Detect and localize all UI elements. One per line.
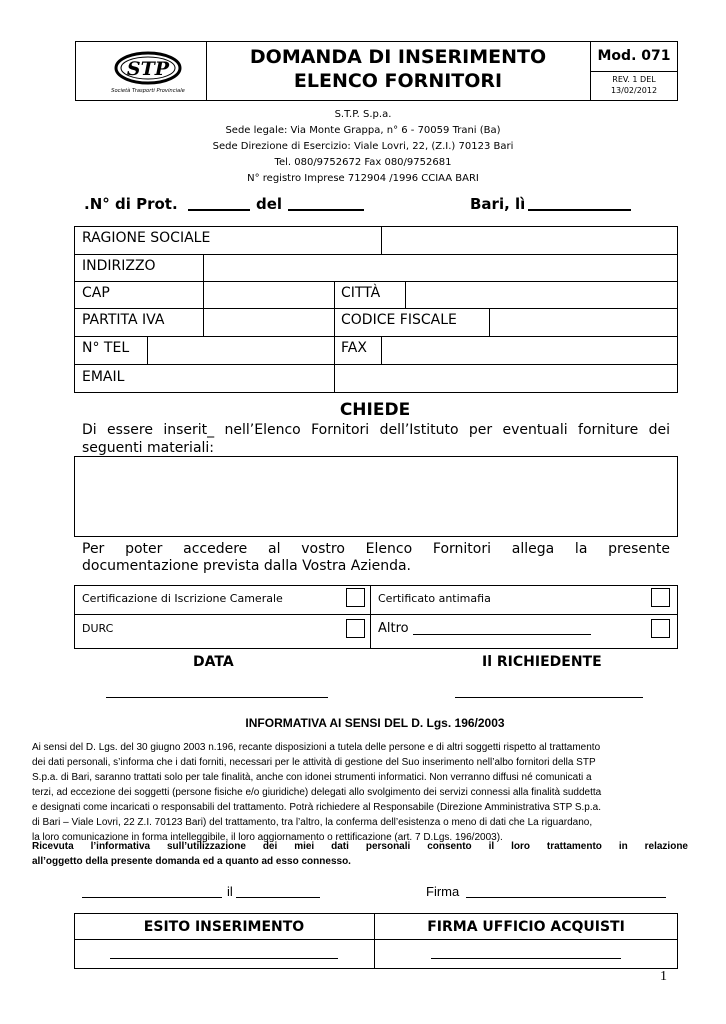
mod-number: Mod. 071 [597, 48, 671, 64]
firma-label: Firma [426, 884, 460, 899]
request-text-line2: seguenti materiali: [82, 440, 215, 456]
checkbox-durc[interactable] [346, 619, 365, 638]
ragione-sociale-label: RAGIONE SOCIALE [82, 230, 211, 246]
place-date-label: Bari, lì [470, 195, 526, 213]
doc-label-antimafia: Certificato antimafia [378, 592, 491, 605]
form-title-line2: ELENCO FORNITORI [293, 70, 503, 92]
request-text-line1: Di essere inserit_ nell’Elenco Fornitori dell’Istituto per eventuali forniture dei [82, 422, 670, 438]
place-field[interactable] [82, 897, 222, 898]
date-signature-line[interactable] [106, 697, 328, 698]
cap-label: CAP [82, 285, 110, 301]
row-divider [74, 939, 678, 940]
indirizzo-label: INDIRIZZO [82, 258, 156, 274]
partita-iva-label: PARTITA IVA [82, 312, 165, 328]
documentation-text-line1: Per poter accedere al vostro Elenco Fornitori allega la presente [82, 541, 670, 557]
tel-field[interactable] [148, 337, 333, 363]
doc-label-altro: Altro [378, 621, 409, 636]
codice-fiscale-field[interactable] [490, 309, 677, 335]
requester-signature-line[interactable] [455, 697, 643, 698]
consent-text-line2: all’oggetto della presente domanda ed a quanto ad esso connesso. [32, 856, 351, 867]
privacy-line: dei dati personali, s’informa che i dati forniti, necessari per le attività di gestione del Suo inserimento nell’albo fornitori della STP [32, 757, 596, 768]
citta-field[interactable] [406, 282, 677, 307]
privacy-title: INFORMATIVA AI SENSI DEL D. Lgs. 196/2003 [245, 716, 505, 730]
checkbox-antimafia[interactable] [651, 588, 670, 607]
email-label: EMAIL [82, 369, 125, 385]
materials-textarea[interactable] [74, 456, 678, 537]
protocol-date-field[interactable] [288, 209, 364, 211]
privacy-line: la loro comunicazione in forma intelleggibile, il loro aggiornamento o rettificazione (art. 7 D.Lgs. 196/2003). [32, 832, 503, 843]
privacy-body [32, 740, 692, 845]
doc-label-durc: DURC [82, 622, 114, 635]
company-name: S.T.P. S.p.a. [334, 109, 392, 120]
firma-field[interactable] [466, 897, 666, 898]
form-title-line1: DOMANDA DI INSERIMENTO [249, 46, 547, 68]
esito-label: ESITO INSERIMENTO [143, 919, 305, 935]
ragione-sociale-field[interactable] [382, 227, 677, 253]
date-label: DATA [193, 654, 234, 670]
protocol-date-label: del [256, 195, 283, 213]
company-registry: N° registro Imprese 712904 /1996 CCIAA BARI [247, 173, 479, 184]
codice-fiscale-label: CODICE FISCALE [341, 312, 457, 328]
chiede-heading: CHIEDE [339, 400, 411, 420]
acquisti-label: FIRMA UFFICIO ACQUISTI [427, 919, 625, 935]
privacy-line: Ai sensi del D. Lgs. del 30 giugno 2003 n.196, recante disposizioni a tutela delle persone e di altri soggetti rispetto al trattamento [32, 742, 601, 753]
company-legal-seat: Sede legale: Via Monte Grappa, n° 6 - 70059 Trani (Ba) [225, 125, 501, 136]
logo-text: STP [126, 58, 170, 80]
privacy-line: terzi, ad eccezione dei soggetti (persone fisiche e/o giuridiche) delegati allo svolgimento dei servizi connessi alla finalità suddetta [32, 787, 602, 798]
altro-field[interactable] [413, 634, 591, 635]
partita-iva-field[interactable] [204, 309, 333, 335]
doc-label-camerale: Certificazione di Iscrizione Camerale [82, 592, 283, 605]
privacy-line: e designati come incaricati o responsabili del trattamento. Potrà richiedere al Responsabile (Direzione Amministrativa STP S.p.a. [32, 802, 601, 813]
documentation-text-line2: documentazione prevista dalla Vostra Azienda. [82, 558, 412, 574]
email-field[interactable] [335, 365, 677, 392]
revision-date: 13/02/2012 [610, 86, 658, 95]
logo-subtitle: Società Trasporti Provinciale [111, 88, 185, 94]
place-date-field[interactable] [528, 209, 631, 211]
protocol-number-label: .N° di Prot. [84, 195, 178, 213]
page-number: 1 [660, 969, 667, 984]
header-mod-divider [590, 71, 678, 72]
privacy-line: di Bari – Viale Lovri, 22 Z.I. 70123 Bari) del trattamento, tra l’altro, la conferma dell’esistenza o meno di dati che La riguardano, [32, 817, 593, 828]
company-direction-seat: Sede Direzione di Esercizio: Viale Lovri, 22, (Z.I.) 70123 Bari [212, 141, 514, 152]
requester-label: Il RICHIEDENTE [482, 654, 602, 670]
privacy-line: S.p.a. di Bari, saranno trattati solo per tale finalità, anche con idonei strumenti informatici. Non verranno diffusi né comunicati a [32, 772, 592, 783]
indirizzo-field[interactable] [204, 255, 677, 280]
esito-field[interactable] [110, 958, 338, 959]
fax-label: FAX [341, 340, 367, 356]
il-date-field[interactable] [236, 897, 320, 898]
cap-field[interactable] [204, 282, 333, 307]
col-divider [370, 585, 371, 649]
tel-label: N° TEL [82, 340, 130, 356]
company-phone: Tel. 080/9752672 Fax 080/9752681 [274, 157, 452, 168]
protocol-number-field[interactable] [188, 209, 250, 211]
consent-text-line1: Ricevuta l’informativa sull’utilizzazione dei miei dati personali consento il loro trattamento in relazione [32, 841, 688, 852]
stp-logo [96, 47, 200, 95]
fax-field[interactable] [382, 337, 677, 363]
revision-line1: REV. 1 DEL [612, 75, 656, 84]
il-label: il [227, 884, 233, 899]
checkbox-camerale[interactable] [346, 588, 365, 607]
row-divider [74, 614, 678, 615]
citta-label: CITTÀ [341, 285, 381, 301]
acquisti-signature-field[interactable] [431, 958, 621, 959]
checkbox-altro[interactable] [651, 619, 670, 638]
